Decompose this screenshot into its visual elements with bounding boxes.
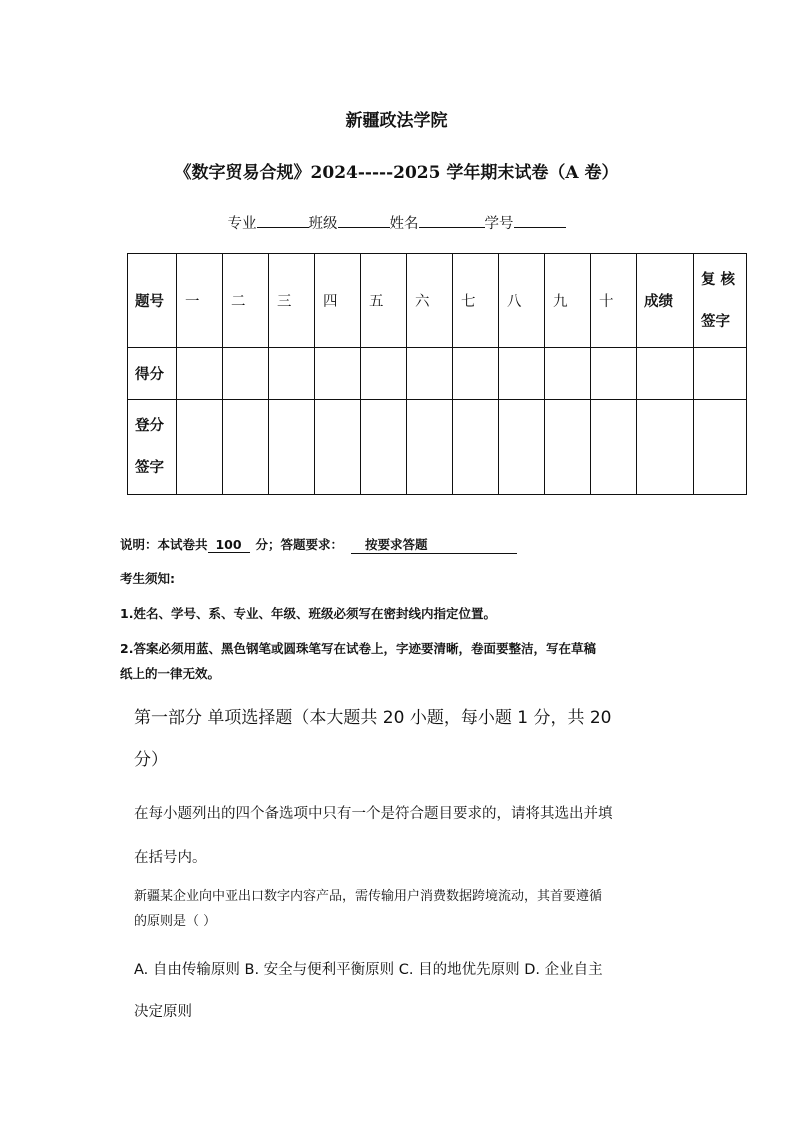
signer-cell[interactable] — [637, 400, 694, 495]
section-intro-line1: 在每小题列出的四个备选项中只有一个是符合题目要求的，请将其选出并填 — [134, 806, 613, 822]
signer-cell[interactable] — [177, 400, 223, 495]
section-title — [134, 697, 674, 781]
class-blank[interactable] — [338, 213, 390, 228]
student-id-blank[interactable] — [514, 213, 566, 228]
signer-line1: 登分 — [135, 418, 164, 434]
q1-line2: 的原则是（ ） — [134, 914, 217, 929]
score-cell[interactable] — [361, 348, 407, 400]
question-1-stem — [134, 884, 674, 934]
score-cell[interactable] — [637, 348, 694, 400]
score-cell[interactable] — [694, 348, 747, 400]
score-cell[interactable] — [453, 348, 499, 400]
table-row-score — [128, 348, 747, 400]
col-3: 三 — [269, 254, 315, 348]
signer-cell[interactable] — [361, 400, 407, 495]
signer-cell[interactable] — [545, 400, 591, 495]
signer-cell[interactable] — [269, 400, 315, 495]
col-6: 六 — [407, 254, 453, 348]
signer-cell[interactable] — [453, 400, 499, 495]
student-id-label: 学号 — [484, 216, 514, 232]
section-title-line1: 第一部分 单项选择题（本大题共 20 小题，每小题 1 分，共 20 — [134, 708, 612, 728]
q1-options-line2: 决定原则 — [134, 1004, 192, 1020]
signer-cell[interactable] — [223, 400, 269, 495]
score-cell[interactable] — [223, 348, 269, 400]
score-cell[interactable] — [591, 348, 637, 400]
table-row-signer — [128, 400, 747, 495]
score-cell[interactable] — [407, 348, 453, 400]
desc-prefix: 说明：本试卷共 — [120, 537, 208, 552]
signer-line2: 签字 — [135, 460, 164, 476]
signer-cell[interactable] — [499, 400, 545, 495]
q1-line1: 新疆某企业向中亚出口数字内容产品，需传输用户消费数据跨境流动，其首要遵循 — [134, 889, 603, 904]
exam-description — [120, 535, 517, 554]
exam-title: 《数字贸易合规》2024-----2025 学年期末试卷（A 卷） — [174, 163, 619, 183]
signer-cell[interactable] — [315, 400, 361, 495]
rule-2-line1: 2.答案必须用蓝、黑色钢笔或圆珠笔写在试卷上，字迹要清晰，卷面要整洁，写在草稿 — [120, 641, 596, 656]
q1-options-line1: A. 自由传输原则 B. 安全与便利平衡原则 C. 目的地优先原则 D. 企业自主 — [134, 962, 603, 978]
student-info-line — [0, 212, 793, 233]
row-label-score: 得分 — [128, 348, 177, 400]
major-blank[interactable] — [257, 213, 309, 228]
col-8: 八 — [499, 254, 545, 348]
table-row-header — [128, 254, 747, 348]
section-intro-line2: 在括号内。 — [134, 850, 207, 866]
score-table — [127, 253, 747, 495]
desc-mid: 分；答题要求： — [255, 537, 344, 552]
school-name: 新疆政法学院 — [345, 111, 448, 131]
major-label: 专业 — [227, 216, 257, 232]
signer-cell[interactable] — [591, 400, 637, 495]
score-cell[interactable] — [499, 348, 545, 400]
col-2: 二 — [223, 254, 269, 348]
col-4: 四 — [315, 254, 361, 348]
notice-title: 考生须知: — [120, 571, 175, 586]
review-line2: 签字 — [701, 313, 730, 330]
score-cell[interactable] — [177, 348, 223, 400]
col-5: 五 — [361, 254, 407, 348]
requirement: 按要求答题 — [351, 535, 517, 554]
rule-2-line2: 纸上的一律无效。 — [120, 666, 221, 681]
row-label-item: 题号 — [128, 254, 177, 348]
total-points: 100 — [208, 537, 250, 553]
signer-cell[interactable] — [407, 400, 453, 495]
col-9: 九 — [545, 254, 591, 348]
col-1: 一 — [177, 254, 223, 348]
col-7: 七 — [453, 254, 499, 348]
review-line1: 复 核 — [701, 271, 736, 288]
name-label: 姓名 — [389, 216, 419, 232]
section-title-line2: 分） — [134, 750, 168, 770]
score-cell[interactable] — [269, 348, 315, 400]
row-label-signer — [128, 400, 177, 495]
class-label: 班级 — [308, 216, 338, 232]
col-total: 成绩 — [637, 254, 694, 348]
rule-1: 1.姓名、学号、系、专业、年级、班级必须写在密封线内指定位置。 — [120, 606, 496, 621]
col-10: 十 — [591, 254, 637, 348]
score-cell[interactable] — [545, 348, 591, 400]
signer-cell[interactable] — [694, 400, 747, 495]
name-blank[interactable] — [419, 213, 485, 228]
col-review — [694, 254, 747, 348]
score-cell[interactable] — [315, 348, 361, 400]
